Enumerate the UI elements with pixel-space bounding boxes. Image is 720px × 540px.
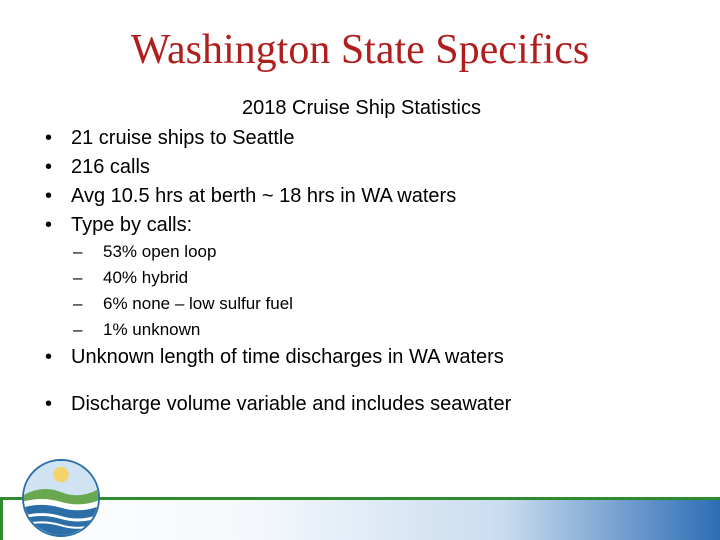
sub-bullet-text: 53% open loop <box>103 242 217 261</box>
washington-ecology-logo-icon <box>22 459 100 537</box>
bullet-item <box>45 346 504 369</box>
bullet-text: Unknown length of time discharges in WA waters <box>71 346 504 368</box>
bullet-item <box>45 214 193 237</box>
bullet-marker: • <box>45 127 53 149</box>
bullet-marker: • <box>45 346 53 368</box>
bullet-marker: • <box>45 393 53 415</box>
sub-bullet-marker: – <box>73 294 83 313</box>
bullet-marker: • <box>45 214 53 236</box>
bullet-text: Discharge volume variable and includes seawater <box>71 393 512 415</box>
bullet-item <box>45 185 457 208</box>
sub-bullet-item <box>73 242 217 262</box>
bullet-item <box>45 393 512 416</box>
bullet-item <box>45 127 295 150</box>
sub-bullet-marker: – <box>73 242 83 261</box>
bullet-text: 21 cruise ships to Seattle <box>71 127 295 149</box>
sub-bullet-text: 6% none – low sulfur fuel <box>103 294 293 313</box>
sub-bullet-text: 40% hybrid <box>103 268 189 287</box>
bullet-text: Type by calls: <box>71 214 193 236</box>
footer-gradient-bar <box>0 497 720 540</box>
sub-bullet-item <box>73 294 293 314</box>
sub-bullet-text: 1% unknown <box>103 320 201 339</box>
sub-bullet-marker: – <box>73 320 83 339</box>
slide-subtitle: 2018 Cruise Ship Statistics <box>242 97 482 119</box>
slide-title: Washington State Specifics <box>130 27 590 73</box>
sub-bullet-marker: – <box>73 268 83 287</box>
bullet-text: 216 calls <box>71 156 150 178</box>
bullet-item <box>45 156 150 179</box>
bullet-marker: • <box>45 185 53 207</box>
bullet-text: Avg 10.5 hrs at berth ~ 18 hrs in WA waters <box>71 185 457 207</box>
sub-bullet-item <box>73 320 201 340</box>
sub-bullet-item <box>73 268 189 288</box>
bullet-marker: • <box>45 156 53 178</box>
